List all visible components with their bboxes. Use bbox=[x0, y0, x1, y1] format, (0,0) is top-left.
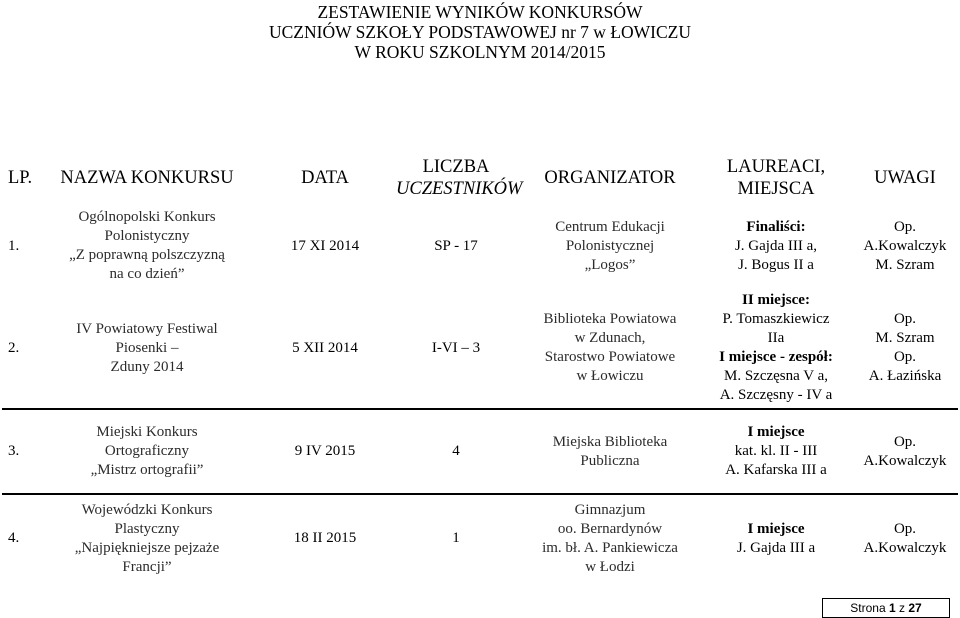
row-notes bbox=[852, 204, 958, 288]
row-lp: 2. bbox=[8, 339, 20, 356]
contest-name-line: Francji” bbox=[122, 558, 172, 575]
col-header-organizer: ORGANIZATOR bbox=[544, 168, 676, 188]
winner-line: I miejsce bbox=[747, 424, 805, 440]
row-notes bbox=[852, 288, 958, 409]
row-winners bbox=[700, 409, 852, 494]
col-header-notes: UWAGI bbox=[874, 168, 936, 188]
page-current: 1 bbox=[888, 601, 896, 615]
col-header-winners-line1: LAUREACI, bbox=[726, 157, 826, 177]
row-notes bbox=[852, 494, 958, 582]
title-line-2: UCZNIÓW SZKOŁY PODSTAWOWEJ nr 7 w ŁOWICZU bbox=[268, 22, 691, 42]
row-lp: 4. bbox=[2, 494, 36, 582]
note-line: Op. bbox=[893, 218, 917, 235]
col-header-count-line1: LICZBA bbox=[422, 157, 490, 177]
winner-line: II miejsce: bbox=[742, 292, 810, 308]
row-contest-name bbox=[36, 494, 258, 582]
table-header-row bbox=[2, 152, 958, 204]
organizer-line: Publiczna bbox=[580, 452, 640, 469]
note-line: Op. bbox=[893, 520, 917, 537]
winner-line: J. Gajda III a bbox=[736, 539, 816, 556]
note-line: Op. bbox=[893, 349, 917, 365]
winner-line: kat. kl. II - III bbox=[734, 443, 818, 459]
contest-name-line: „Najpiękniejsze pejzaże bbox=[74, 539, 220, 556]
page-counter bbox=[822, 598, 950, 618]
title-line-1: ZESTAWIENIE WYNIKÓW KONKURSÓW bbox=[317, 2, 643, 22]
row-participant-count: 1 bbox=[392, 494, 520, 582]
row-organizer bbox=[520, 409, 700, 494]
row-participant-count: I-VI – 3 bbox=[431, 339, 481, 356]
winner-line: P. Tomaszkiewicz bbox=[722, 311, 830, 327]
winner-line: M. Szczęsna V a, bbox=[723, 368, 828, 384]
organizer-line: Centrum Edukacji bbox=[555, 218, 665, 235]
row-contest-name bbox=[36, 288, 258, 409]
row-organizer bbox=[520, 288, 700, 409]
row-notes bbox=[852, 409, 958, 494]
col-header-winners bbox=[700, 152, 852, 204]
note-line: M. Szram bbox=[875, 256, 935, 273]
winner-line: Finaliści: bbox=[746, 218, 806, 235]
row-participant-count: 4 bbox=[392, 409, 520, 494]
page-prefix: Strona bbox=[850, 601, 886, 615]
note-line: Op. bbox=[893, 433, 917, 450]
winner-line: IIa bbox=[767, 330, 785, 346]
organizer-line: Miejska Biblioteka bbox=[552, 433, 668, 450]
row-participant-count: SP - 17 bbox=[434, 237, 478, 254]
row-lp: 3. bbox=[2, 409, 36, 494]
organizer-line: Polonistycznej bbox=[565, 237, 655, 254]
contest-name-line: Wojewódzki Konkurs bbox=[81, 501, 213, 518]
organizer-line: im. bł. A. Pankiewicza bbox=[542, 539, 678, 556]
contest-name-line: Piosenki – bbox=[115, 339, 179, 356]
table-row bbox=[2, 288, 958, 409]
col-header-date: DATA bbox=[301, 168, 349, 188]
organizer-line: w Łowiczu bbox=[576, 368, 644, 384]
contest-name-line: IV Powiatowy Festiwal bbox=[76, 320, 218, 337]
organizer-line: „Logos” bbox=[584, 256, 636, 273]
col-header-winners-line2: MIEJSCA bbox=[737, 179, 815, 199]
note-line: Op. bbox=[893, 311, 917, 327]
organizer-line: oo. Bernardynów bbox=[557, 520, 663, 537]
note-line: A.Kowalczyk bbox=[863, 539, 947, 556]
col-header-count-line2: UCZESTNIKÓW bbox=[396, 179, 523, 199]
row-contest-name bbox=[36, 204, 258, 288]
row-lp: 1. bbox=[8, 237, 20, 254]
row-winners bbox=[700, 204, 852, 288]
col-header-count bbox=[392, 152, 523, 204]
winner-line: I miejsce - zespół: bbox=[719, 349, 833, 365]
page-total: 27 bbox=[908, 601, 922, 615]
results-table bbox=[2, 152, 958, 582]
contest-name-line: Polonistyczny bbox=[104, 228, 190, 244]
note-line: A.Kowalczyk bbox=[863, 452, 947, 469]
contest-name-line: Ogólnopolski Konkurs bbox=[78, 209, 216, 225]
title-line-3: W ROKU SZKOLNYM 2014/2015 bbox=[354, 42, 606, 62]
col-header-name: NAZWA KONKURSU bbox=[60, 168, 234, 188]
organizer-line: Starostwo Powiatowe bbox=[544, 349, 676, 365]
note-line: M. Szram bbox=[875, 330, 935, 346]
organizer-line: w Łodzi bbox=[585, 558, 635, 575]
winner-line: A. Szczęsny - IV a bbox=[719, 387, 833, 403]
row-contest-name bbox=[36, 409, 258, 494]
contest-name-line: Zduny 2014 bbox=[110, 358, 184, 375]
col-header-lp: LP. bbox=[8, 168, 33, 188]
page-sep: z bbox=[899, 601, 906, 615]
contest-name-line: Ortograficzny bbox=[104, 443, 190, 459]
row-date: 18 II 2015 bbox=[258, 494, 392, 582]
note-line: A.Kowalczyk bbox=[863, 237, 947, 254]
organizer-line: Biblioteka Powiatowa bbox=[543, 311, 677, 327]
contest-name-line: „Mistrz ortografii” bbox=[90, 462, 204, 478]
contest-name-line: Miejski Konkurs bbox=[96, 424, 198, 440]
winner-line: A. Kafarska III a bbox=[725, 462, 827, 478]
table-row bbox=[2, 494, 958, 582]
note-line: A. Łazińska bbox=[868, 368, 942, 384]
contest-name-line: na co dzień” bbox=[109, 266, 185, 282]
winner-line: I miejsce bbox=[747, 520, 805, 537]
row-date: 9 IV 2015 bbox=[258, 409, 392, 494]
row-organizer bbox=[520, 204, 700, 288]
row-organizer bbox=[520, 494, 700, 582]
row-date: 17 XI 2014 bbox=[290, 237, 360, 254]
table-row bbox=[2, 409, 958, 494]
document-title bbox=[0, 2, 960, 62]
contest-name-line: Plastyczny bbox=[114, 520, 180, 537]
contest-name-line: „Z poprawną polszczyzną bbox=[69, 247, 225, 263]
organizer-line: w Zdunach, bbox=[574, 330, 646, 346]
table-row bbox=[2, 204, 958, 288]
organizer-line: Gimnazjum bbox=[574, 501, 646, 518]
row-date: 5 XII 2014 bbox=[292, 339, 358, 356]
row-winners bbox=[700, 494, 852, 582]
winner-line: J. Gajda III a, bbox=[734, 237, 818, 254]
winner-line: J. Bogus II a bbox=[738, 256, 814, 273]
row-winners bbox=[700, 288, 852, 409]
